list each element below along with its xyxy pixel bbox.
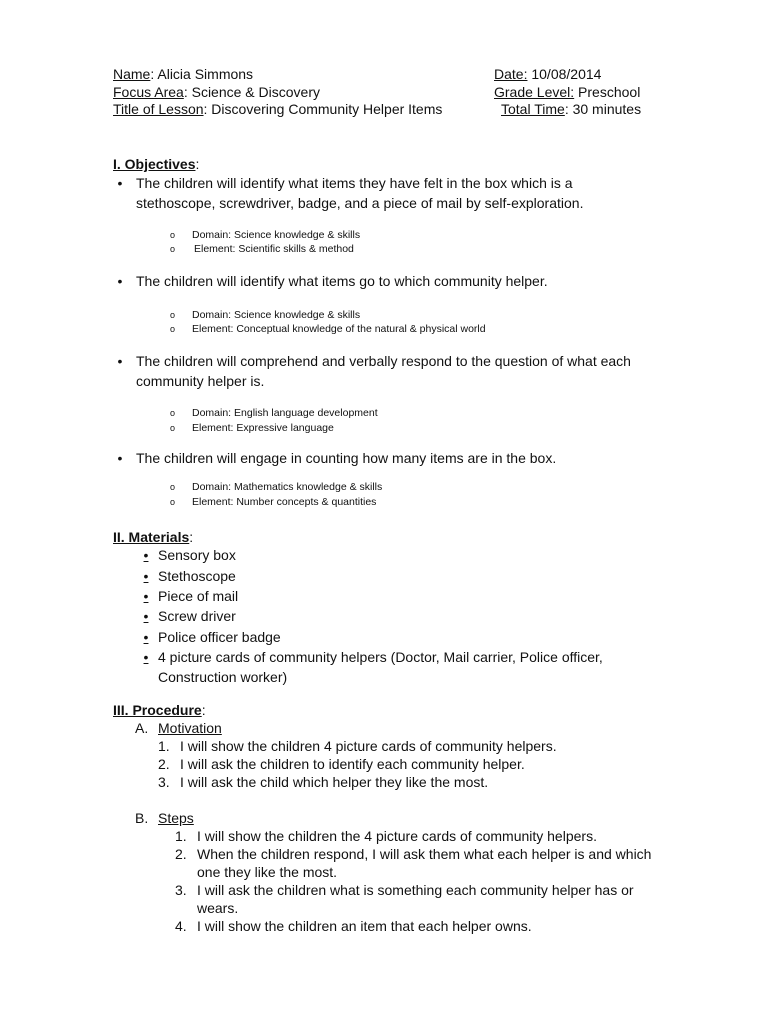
sub-bullet-icon: o <box>170 423 176 433</box>
sub-bullet-icon: o <box>170 408 176 418</box>
date-label: Date: <box>494 66 528 82</box>
objectives-heading: I. Objectives: <box>113 156 200 172</box>
bullet-icon: • <box>143 568 149 584</box>
sub-bullet-icon: o <box>170 497 176 507</box>
title-label: Title of Lesson <box>113 101 204 117</box>
sub-bullet-icon: o <box>170 482 176 492</box>
procedure-heading: III. Procedure: <box>113 702 206 718</box>
title-value: : Discovering Community Helper Items <box>203 101 443 117</box>
focus-value: : Science & Discovery <box>183 84 320 100</box>
title-line <box>113 100 442 118</box>
sub-bullet-icon: o <box>170 244 176 254</box>
sub-bullet-icon: o <box>170 230 176 240</box>
bullet-icon: • <box>143 547 149 563</box>
bullet-icon: • <box>143 588 149 604</box>
time-value: : 30 minutes <box>564 101 642 117</box>
date-value: 10/08/2014 <box>527 66 602 82</box>
grade-line <box>494 83 640 101</box>
bullet-icon: • <box>117 450 123 466</box>
bullet-icon: • <box>117 353 123 369</box>
grade-value: Preschool <box>574 84 641 100</box>
sub-bullet-icon: o <box>170 310 176 320</box>
sub-bullet-icon: o <box>170 324 176 334</box>
time-label: Total Time <box>501 101 565 117</box>
materials-heading: II. Materials: <box>113 529 194 545</box>
lesson-plan-page: Name: Alicia Simmons Date: 10/08/2014 Focus Area: Science & Discovery Grade Level: Preschool Title of Lesson: Discovering Community Helper Items Total Time: 30 minutes I. Objectives: • The children will identify what items they have felt in the box which is a stethoscope, screwdriver, badge, and a piece of mail by self-exploration. o Domain: Science knowledge & skills o Element: Scientific skills & method • The children will identify what items go to which community helper. o Domain: Science knowledge & skills o Element: Conceptual knowledge of the natural & physical world • The children will comprehend and verbally respond to the question of what each community helper is. o Domain: English language development o Element: Expressive language • The children will engage in counting how many items are in the box. o Domain: Mathematics knowledge & skills o Element: Number concepts & quantities II. Materials: • Sensory box • Stethoscope • Piece of mail • Screw driver • Police officer badge • 4 picture cards of community helpers (Doctor, Mail carrier, Police officer, Construction worker) III. Procedure: A. Motivation 1. I will show the children 4 picture cards of community helpers. 2. I will ask the children to identify each community helper. 3. I will ask the child which helper they like the most. B. Steps 1. I will show the children the 4 picture cards of community helpers. 2. When the children respond, I will ask them what each helper is and which one they like the most. 3. I will ask the children what is something each community helper has or wears. 4. I will show the children an item that each helper owns. <box>113 66 652 934</box>
name-line <box>113 65 253 83</box>
focus-label: Focus Area <box>113 84 184 100</box>
name-label: Name <box>113 66 151 82</box>
bullet-icon: • <box>117 175 123 191</box>
time-line <box>501 100 641 118</box>
grade-label: Grade Level: <box>494 84 575 100</box>
name-value: : Alicia Simmons <box>150 66 254 82</box>
bullet-icon: • <box>143 629 149 645</box>
bullet-icon: • <box>143 649 149 665</box>
bullet-icon: • <box>117 273 123 289</box>
focus-line <box>113 83 320 101</box>
bullet-icon: • <box>143 608 149 624</box>
date-line <box>494 65 601 83</box>
